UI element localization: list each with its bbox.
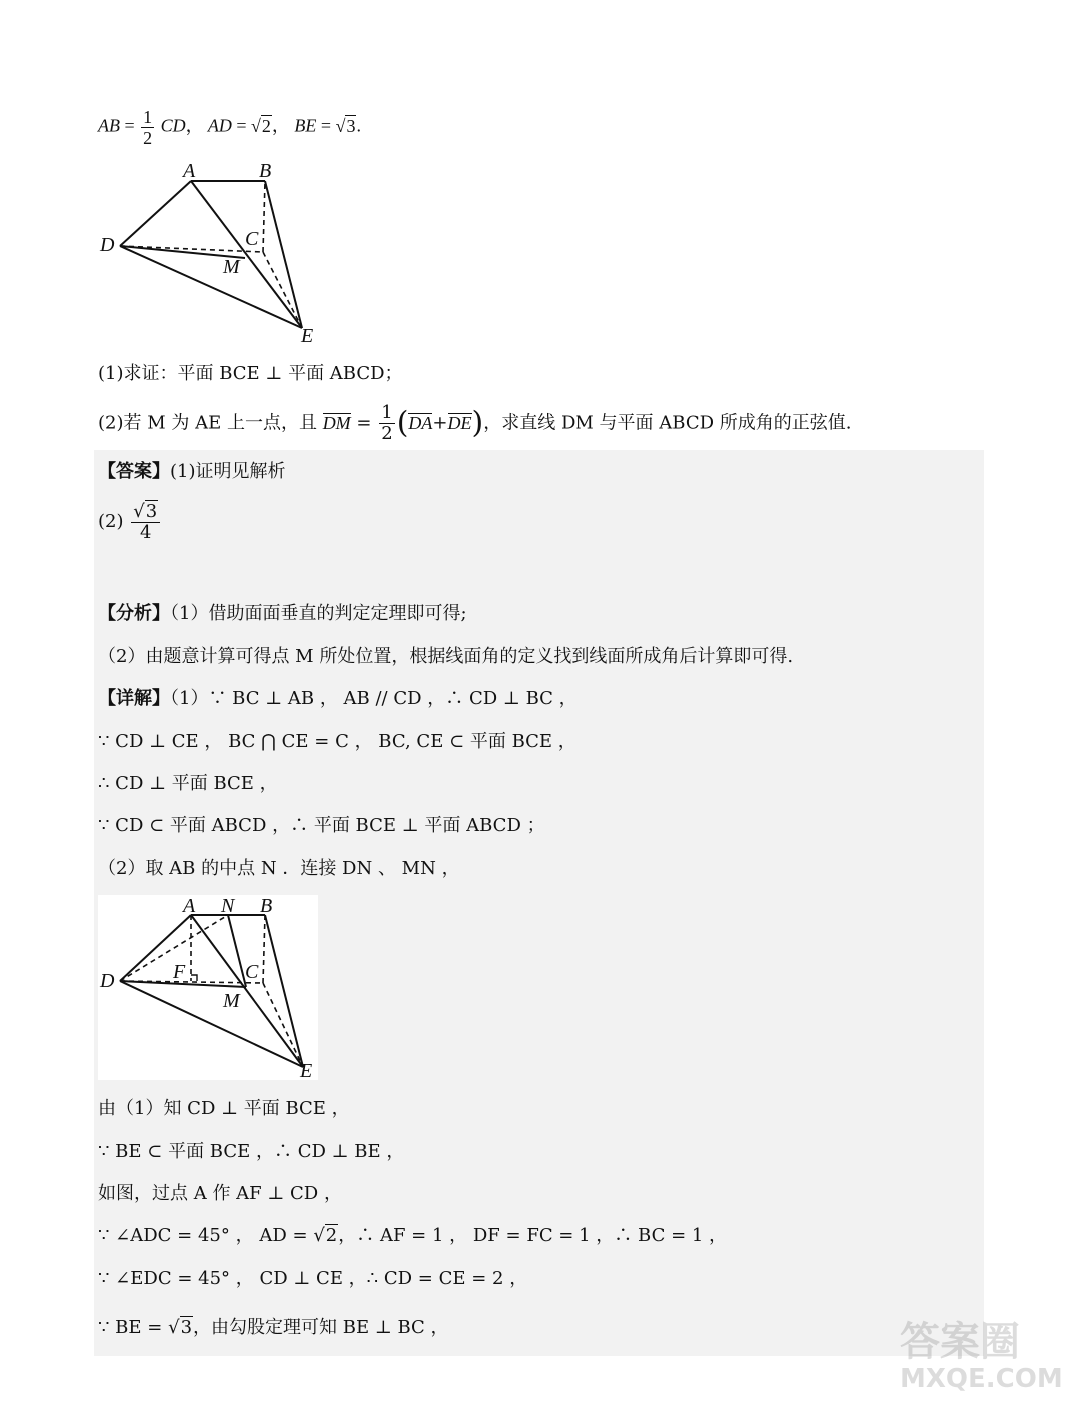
detail-line-7: ∵ BE ⊂ 平面 BCE ，∴ CD ⊥ BE ， <box>98 1141 405 1162</box>
detail-line-8: 如图，过点 A 作 AF ⊥ CD ， <box>98 1183 342 1204</box>
sqrt3-radicand: 3 <box>346 115 356 136</box>
detail-line-9 <box>98 1224 727 1248</box>
given-eq-2: = <box>236 115 247 136</box>
detail-9-sqrt: √2 <box>313 1225 338 1246</box>
answer-line-2 <box>98 498 162 546</box>
half-num: 1 <box>143 107 153 127</box>
vec-dm: DM <box>322 412 351 433</box>
fig2-label-c: C <box>245 961 259 983</box>
detail-line-1 <box>98 687 577 711</box>
q2-half <box>379 404 394 443</box>
answer-num: √3 <box>131 503 160 523</box>
detail-line-11 <box>98 1316 449 1340</box>
q2-text-b: ，求直线 DM 与平面 ABCD 所成角的正弦值. <box>483 412 852 434</box>
detail-line-2: ∵ CD ⊥ CE ， BC ⋂ CE = C ， BC, CE ⊂ 平面 BCE ， <box>98 731 576 752</box>
given-eq: = <box>124 115 135 136</box>
fig1-label-c: C <box>245 228 259 250</box>
given-line <box>98 108 361 147</box>
given-sep-2: ， <box>271 115 290 136</box>
detail-line-4: ∵ CD ⊂ 平面 ABCD ，∴ 平面 BCE ⊥ 平面 ABCD ； <box>98 815 545 836</box>
given-sep-1: ， <box>185 115 204 136</box>
fig2-label-m: M <box>223 990 240 1012</box>
given-ab: AB <box>98 115 120 136</box>
detail-line-5: （2）取 AB 的中点 N ．连接 DN 、 MN ， <box>98 858 460 879</box>
right-paren: ) <box>471 405 484 441</box>
fig1-label-a: A <box>183 160 196 182</box>
fig1-label-b: B <box>259 160 272 182</box>
detail-9-b: ，∴ AF = 1 ， DF = FC = 1 ，∴ BC = 1 ， <box>338 1225 728 1246</box>
question-2 <box>98 402 852 444</box>
detail-11-a: ∵ BE = <box>98 1317 163 1338</box>
watermark-top: 答案圈 <box>900 1319 1020 1365</box>
detail-9-radicand: 2 <box>325 1225 338 1246</box>
detail-9-a: ∵ ∠ADC = 45° ， AD = <box>98 1225 308 1246</box>
half-fraction <box>141 108 154 147</box>
sqrt2-expr: √2 <box>251 115 271 136</box>
vec-de: DE <box>447 412 472 433</box>
detail-line-6: 由（1）知 CD ⊥ 平面 BCE ， <box>98 1098 350 1119</box>
q2-half-num: 1 <box>381 402 393 423</box>
detail-text-1: （1）∵ BC ⊥ AB ， AB // CD ，∴ CD ⊥ BC ， <box>170 688 577 709</box>
given-be: BE <box>294 115 317 136</box>
half-den: 2 <box>143 128 153 148</box>
given-end: . <box>356 115 361 136</box>
fig2-label-n: N <box>221 895 235 917</box>
given-cd: CD <box>160 115 186 136</box>
q2-plus: + <box>432 412 448 434</box>
answer-part1: (1)证明见解析 <box>170 461 286 482</box>
given-ad: AD <box>207 115 232 136</box>
watermark-logo <box>900 1320 1070 1410</box>
sqrt2-radicand: 2 <box>261 115 271 136</box>
q2-text-a: (2)若 M 为 AE 上一点，且 <box>98 412 317 434</box>
analysis-text-1: （1）借助面面垂直的判定定理即可得; <box>170 603 467 624</box>
vec-da: DA <box>408 412 433 433</box>
detail-11-radicand: 3 <box>180 1317 193 1338</box>
fig2-label-b: B <box>260 895 273 917</box>
figure-2-diagram <box>98 895 318 1080</box>
answer-fraction <box>131 500 160 543</box>
fig1-label-m: M <box>223 256 240 278</box>
analysis-tag: 【分析】 <box>98 603 170 624</box>
answer-line-1 <box>98 460 286 484</box>
analysis-line-1 <box>98 602 467 626</box>
sqrt3-expr: √3 <box>335 115 356 136</box>
left-paren: ( <box>396 405 409 441</box>
q2-half-den: 2 <box>381 423 393 444</box>
detail-tag: 【详解】 <box>98 688 170 709</box>
answer-part2-label: (2) <box>98 511 124 532</box>
fig1-label-d: D <box>100 234 115 256</box>
detail-line-10: ∵ ∠EDC = 45° ， CD ⊥ CE ，∴ CD = CE = 2 ， <box>98 1268 528 1289</box>
watermark-bottom: MXQE.COM <box>900 1364 1063 1394</box>
detail-11-sqrt: √3 <box>168 1317 193 1338</box>
detail-11-b: ，由勾股定理可知 BE ⊥ BC ， <box>193 1317 449 1338</box>
q2-eq: = <box>356 412 372 434</box>
fig2-label-d: D <box>100 970 115 992</box>
fig1-label-e: E <box>301 325 314 347</box>
figure-1-diagram <box>95 158 335 348</box>
given-eq-3: = <box>320 115 332 136</box>
question-1: (1)求证：平面 BCE ⊥ 平面 ABCD； <box>98 363 403 384</box>
answer-den: 4 <box>139 521 152 543</box>
analysis-line-2: （2）由题意计算可得点 M 所处位置，根据线面角的定义找到线面所成角后计算即可得. <box>98 646 794 667</box>
answer-num-radicand: 3 <box>145 500 158 522</box>
detail-line-3: ∴ CD ⊥ 平面 BCE ， <box>98 773 278 794</box>
fig2-label-a: A <box>183 895 196 917</box>
fig2-label-e: E <box>300 1060 313 1080</box>
fig2-label-f: F <box>173 961 186 983</box>
answer-tag: 【答案】 <box>98 461 170 482</box>
